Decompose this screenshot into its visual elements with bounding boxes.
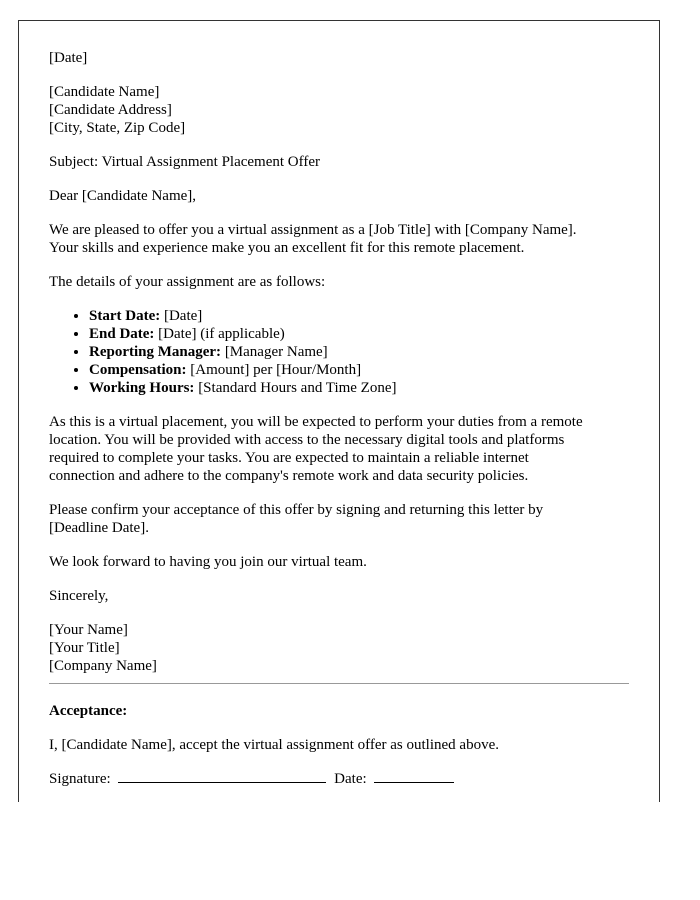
intro-line: We are pleased to offer you a virtual assignment as a [Job Title] with [Company Name]. (49, 222, 577, 238)
detail-label: Compensation: (89, 362, 187, 378)
sender-title: [Your Title] (49, 640, 120, 656)
acceptance-heading: Acceptance: (49, 703, 128, 719)
letter-date-block (49, 49, 629, 67)
letter-subject: Subject: Virtual Assignment Placement Offer (49, 154, 320, 170)
sign-off-block (49, 587, 629, 605)
recipient-name: [Candidate Name] (49, 84, 160, 100)
paragraph-line: location. You will be provided with access to the necessary digital tools and platforms (49, 432, 565, 448)
detail-value: [Amount] per [Hour/Month] (186, 362, 362, 378)
paragraph-line: connection and adhere to the company's remote work and data security policies. (49, 468, 529, 484)
recipient-address-block (49, 83, 629, 137)
detail-value: [Manager Name] (221, 344, 328, 360)
intro-paragraph (49, 221, 629, 257)
date-field[interactable] (374, 770, 454, 783)
signature-label: Signature: (49, 771, 111, 787)
details-intro-block (49, 273, 629, 291)
closing-line: We look forward to having you join our virtual team. (49, 554, 367, 570)
salutation: Dear [Candidate Name], (49, 188, 197, 204)
detail-value: [Standard Hours and Time Zone] (194, 380, 397, 396)
acceptance-statement: I, [Candidate Name], accept the virtual assignment offer as outlined above. (49, 737, 499, 753)
paragraph-line: [Deadline Date]. (49, 520, 149, 536)
detail-item-reporting-manager (89, 343, 629, 361)
date-label: Date: (334, 771, 367, 787)
detail-label: Start Date: (89, 308, 161, 324)
signature-row (49, 770, 629, 788)
paragraph-line: required to complete your tasks. You are expected to maintain a reliable internet (49, 450, 529, 466)
recipient-address: [Candidate Address] (49, 102, 172, 118)
sender-block (49, 621, 629, 675)
paragraph-line: Please confirm your acceptance of this offer by signing and returning this letter by (49, 502, 544, 518)
detail-label: Working Hours: (89, 380, 195, 396)
sign-off: Sincerely, (49, 588, 109, 604)
closing-line-block (49, 553, 629, 571)
confirm-paragraph (49, 501, 629, 537)
details-intro: The details of your assignment are as follows: (49, 274, 326, 290)
paragraph-line: As this is a virtual placement, you will be expected to perform your duties from a remote (49, 414, 583, 430)
sender-company: [Company Name] (49, 658, 157, 674)
letter-date: [Date] (49, 50, 88, 66)
acceptance-statement-block (49, 736, 629, 754)
salutation-block (49, 187, 629, 205)
intro-line: Your skills and experience make you an excellent fit for this remote placement. (49, 240, 525, 256)
detail-label: End Date: (89, 326, 155, 342)
detail-label: Reporting Manager: (89, 344, 222, 360)
acceptance-heading-block (49, 702, 629, 720)
section-divider (49, 683, 629, 684)
offer-letter (18, 20, 660, 802)
subject-block (49, 153, 629, 171)
detail-value: [Date] (if applicable) (154, 326, 285, 342)
sender-name: [Your Name] (49, 622, 128, 638)
recipient-city: [City, State, Zip Code] (49, 120, 186, 136)
detail-value: [Date] (160, 308, 203, 324)
detail-item-end-date (89, 325, 629, 343)
signature-field[interactable] (118, 770, 326, 783)
detail-item-start-date (89, 307, 629, 325)
assignment-details-list (49, 307, 629, 397)
detail-item-working-hours (89, 379, 629, 397)
detail-item-compensation (89, 361, 629, 379)
virtual-placement-paragraph (49, 413, 629, 485)
